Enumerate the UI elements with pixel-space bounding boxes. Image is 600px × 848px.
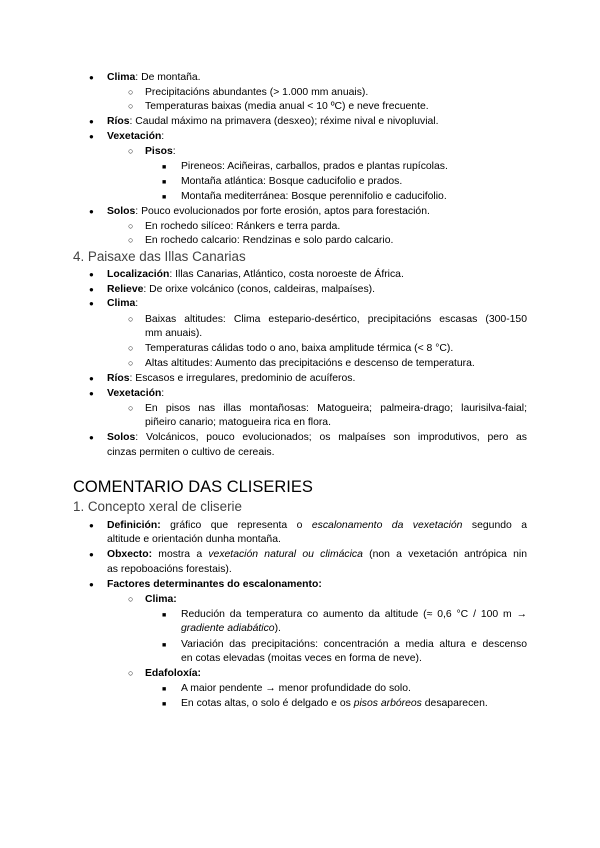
list-item-localizacion [107, 268, 404, 281]
list-item: Pireneos: Aciñeiras, carballos, prados e plantas rupícolas. [181, 161, 448, 172]
item-text: : Pouco evolucionados por forte erosión, aptos para forestación. [135, 206, 430, 217]
list-item-relieve [107, 283, 375, 296]
list-item-rios [107, 372, 355, 385]
bullet-marker [128, 220, 133, 233]
bullet-marker [128, 234, 133, 247]
list-item-continuation: cinzas permiten o cultivo de cereais. [107, 447, 275, 458]
item-text: segundo a [462, 520, 527, 531]
item-text: : [161, 388, 165, 399]
item-text: (non a vexetación antrópica nin [362, 549, 528, 560]
bullet-marker [128, 100, 133, 113]
list-item-clima [107, 297, 138, 310]
item-text: : [135, 298, 139, 309]
list-item: Variación das precipitacións: concentración a media altura e descenso [181, 639, 527, 650]
bullet-marker [128, 593, 133, 606]
list-item-factores [107, 578, 322, 591]
bullet-marker [89, 578, 94, 591]
item-emphasis: escalonamento da vexetación [311, 520, 463, 531]
item-text: : De montaña. [135, 72, 201, 83]
item-label: Clima [107, 72, 136, 83]
item-label: Solos [107, 432, 136, 443]
item-text: : Escasos e irregulares, predominio de acuíferos. [129, 373, 356, 384]
list-item: Temperaturas cálidas todo o ano, baixa amplitude térmica (< 8 °C). [145, 343, 454, 354]
bullet-marker [89, 372, 94, 385]
list-item: En rochedo silíceo: Ránkers e terra parda. [145, 221, 341, 232]
item-label: Localización [107, 269, 170, 280]
section-heading: 1. Concepto xeral de cliserie [73, 499, 242, 514]
item-label: Edafoloxía: [145, 668, 202, 679]
item-label: Relieve [107, 284, 144, 295]
item-emphasis: pisos arbóreos [353, 698, 422, 709]
list-item: Montaña atlántica: Bosque caducifolio e prados. [181, 176, 403, 187]
list-item: A maior pendente → menor profundidade do solo. [181, 683, 411, 694]
bullet-marker [89, 71, 94, 84]
list-item-continuation: en cotas elevadas (moitas veces en forma de neve). [181, 653, 422, 664]
item-label: Clima [107, 298, 136, 309]
bullet-marker [89, 205, 94, 218]
item-label: Definición: [107, 520, 161, 531]
item-label: Obxecto: [107, 549, 153, 560]
item-label: Solos [107, 206, 136, 217]
item-label: Pisos [145, 146, 173, 157]
item-text: gráfico que representa o [160, 520, 312, 531]
item-text: : [172, 146, 176, 157]
item-emphasis: vexetación natural ou climácica [208, 549, 363, 560]
bullet-marker [89, 387, 94, 400]
list-item-solos [107, 205, 430, 218]
bullet-marker [128, 145, 133, 158]
bullet-marker [162, 190, 166, 204]
list-item: Altas altitudes: Aumento das precipitacións e descenso de temperatura. [145, 358, 475, 369]
item-text: : Volcánicos, pouco evolucionados; os malpaíses son improdutivos, pero as [135, 432, 527, 443]
bullet-marker [89, 431, 94, 444]
bullet-marker [162, 175, 166, 189]
item-label: Ríos [107, 116, 130, 127]
item-text: desaparecen. [421, 698, 488, 709]
bullet-marker [128, 357, 133, 370]
page-title: COMENTARIO DAS CLISERIES [73, 478, 313, 496]
item-text: En cotas altas, o solo é delgado e os [181, 698, 354, 709]
list-item-edafoloxia [145, 667, 201, 680]
list-item [181, 697, 488, 710]
bullet-marker [89, 268, 94, 281]
bullet-marker [162, 160, 166, 174]
bullet-marker [162, 697, 166, 711]
bullet-marker [128, 342, 133, 355]
bullet-marker [128, 313, 133, 326]
item-text: ). [274, 623, 281, 634]
bullet-marker [89, 115, 94, 128]
list-item: Redución da temperatura co aumento da altitude (≈ 0,6 °C / 100 m → [181, 609, 527, 620]
bullet-marker [128, 402, 133, 415]
list-item: Precipitacións abundantes (> 1.000 mm anuais). [145, 87, 369, 98]
list-item-continuation [181, 622, 281, 635]
item-label: Clima: [145, 594, 177, 605]
bullet-marker [128, 86, 133, 99]
list-item-clima [145, 593, 177, 606]
bullet-marker [162, 682, 166, 696]
list-item-vexetacion [107, 130, 164, 143]
list-item: Montaña mediterránea: Bosque perennifolio e caducifolio. [181, 191, 447, 202]
list-item: En rochedo calcario: Rendzinas e solo pardo calcario. [145, 235, 394, 246]
bullet-marker [162, 608, 166, 622]
bullet-marker [89, 548, 94, 561]
list-item-continuation: piñeiro canario; matogueira rica en flora. [145, 417, 331, 428]
list-item-pisos [145, 145, 176, 158]
item-label: Vexetación [107, 131, 162, 142]
item-text: : [161, 131, 165, 142]
list-item-obxecto [107, 548, 527, 561]
item-label: Factores determinantes do escalonamento: [107, 579, 322, 590]
list-item: Baixas altitudes: Clima estepario-desértico, precipitacións escasas (300-150 [145, 314, 527, 325]
list-item-rios [107, 115, 439, 128]
item-label: Vexetación [107, 388, 162, 399]
list-item-continuation: mm anuais). [145, 328, 203, 339]
bullet-marker [89, 519, 94, 532]
item-emphasis: gradiente adiabático [181, 623, 275, 634]
list-item-continuation: as repoboacións forestais). [107, 564, 232, 575]
list-item-solos [107, 431, 527, 444]
list-item-continuation: altitude e orientación dunha montaña. [107, 534, 281, 545]
list-item-vexetacion [107, 387, 164, 400]
list-item-definicion [107, 519, 527, 532]
item-text: : Caudal máximo na primavera (desxeo); réxime nival e nivopluvial. [129, 116, 439, 127]
section-heading: 4. Paisaxe das Illas Canarias [73, 249, 246, 264]
item-label: Ríos [107, 373, 130, 384]
bullet-marker [89, 283, 94, 296]
list-item: Temperaturas baixas (media anual < 10 ºC) e neve frecuente. [145, 101, 429, 112]
bullet-marker [162, 638, 166, 652]
list-item: En pisos nas illas montañosas: Matogueira; palmeira-drago; laurisilva-faial; [145, 403, 527, 414]
list-item-clima [107, 71, 201, 84]
bullet-marker [128, 667, 133, 680]
item-text: : De orixe volcánico (conos, caldeiras, malpaíses). [143, 284, 375, 295]
bullet-marker [89, 297, 94, 310]
item-text: : Illas Canarias, Atlántico, costa noroeste de África. [169, 269, 404, 280]
bullet-marker [89, 130, 94, 143]
item-text: mostra a [152, 549, 209, 560]
